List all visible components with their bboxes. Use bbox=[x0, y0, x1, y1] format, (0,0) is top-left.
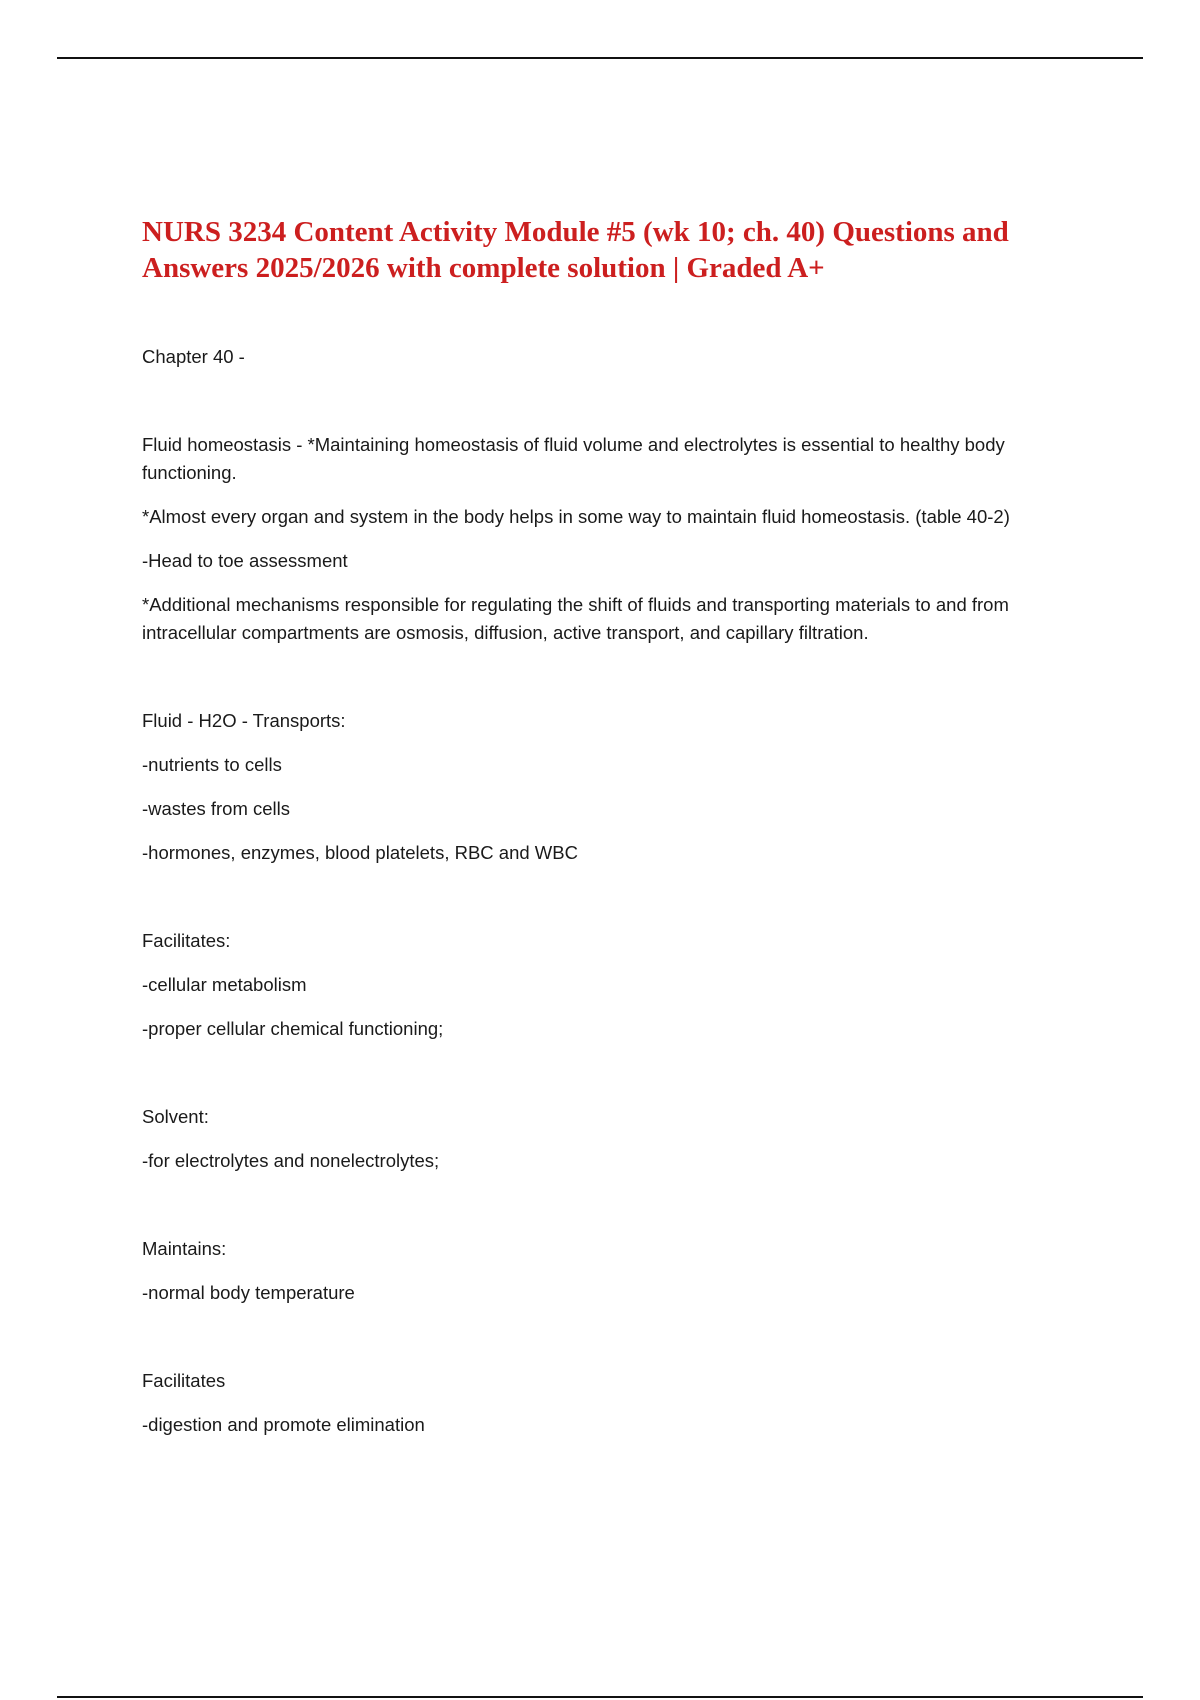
paragraph-fluid-transports: Fluid - H2O - Transports: bbox=[142, 710, 346, 731]
top-rule bbox=[57, 57, 1143, 59]
paragraph-additional-mechanisms: *Additional mechanisms responsible for regulating the shift of fluids and transporting materials to and from intracellular compartments are osmosis, diffusion, active transport, and capillary filtration. bbox=[142, 594, 1009, 643]
paragraph-organ-systems: *Almost every organ and system in the body helps in some way to maintain fluid homeostasis. (table 40-2) bbox=[142, 506, 1010, 527]
document-title: NURS 3234 Content Activity Module #5 (wk 10; ch. 40) Questions and Answers 2025/2026 with complete solution | Graded A+ bbox=[142, 216, 1009, 284]
list-item: -nutrients to cells bbox=[142, 754, 282, 775]
section-label-maintains: Maintains: bbox=[142, 1238, 227, 1259]
section-label-facilitates-2: Facilitates bbox=[142, 1370, 226, 1391]
section-label-facilitates: Facilitates: bbox=[142, 930, 231, 951]
list-item: -normal body temperature bbox=[142, 1282, 355, 1303]
list-item: -cellular metabolism bbox=[142, 974, 307, 995]
list-item: -hormones, enzymes, blood platelets, RBC and WBC bbox=[142, 842, 578, 863]
list-item: -digestion and promote elimination bbox=[142, 1414, 425, 1435]
paragraph-head-to-toe: -Head to toe assessment bbox=[142, 550, 348, 571]
section-label-solvent: Solvent: bbox=[142, 1106, 209, 1127]
list-item: -wastes from cells bbox=[142, 798, 291, 819]
bottom-rule bbox=[57, 1696, 1143, 1698]
chapter-heading: Chapter 40 - bbox=[142, 346, 245, 367]
document-body bbox=[142, 214, 1062, 1439]
list-item: -for electrolytes and nonelectrolytes; bbox=[142, 1150, 440, 1171]
list-item: -proper cellular chemical functioning; bbox=[142, 1018, 444, 1039]
paragraph-fluid-homeostasis: Fluid homeostasis - *Maintaining homeostasis of fluid volume and electrolytes is essential to healthy body functioning. bbox=[142, 434, 1005, 483]
